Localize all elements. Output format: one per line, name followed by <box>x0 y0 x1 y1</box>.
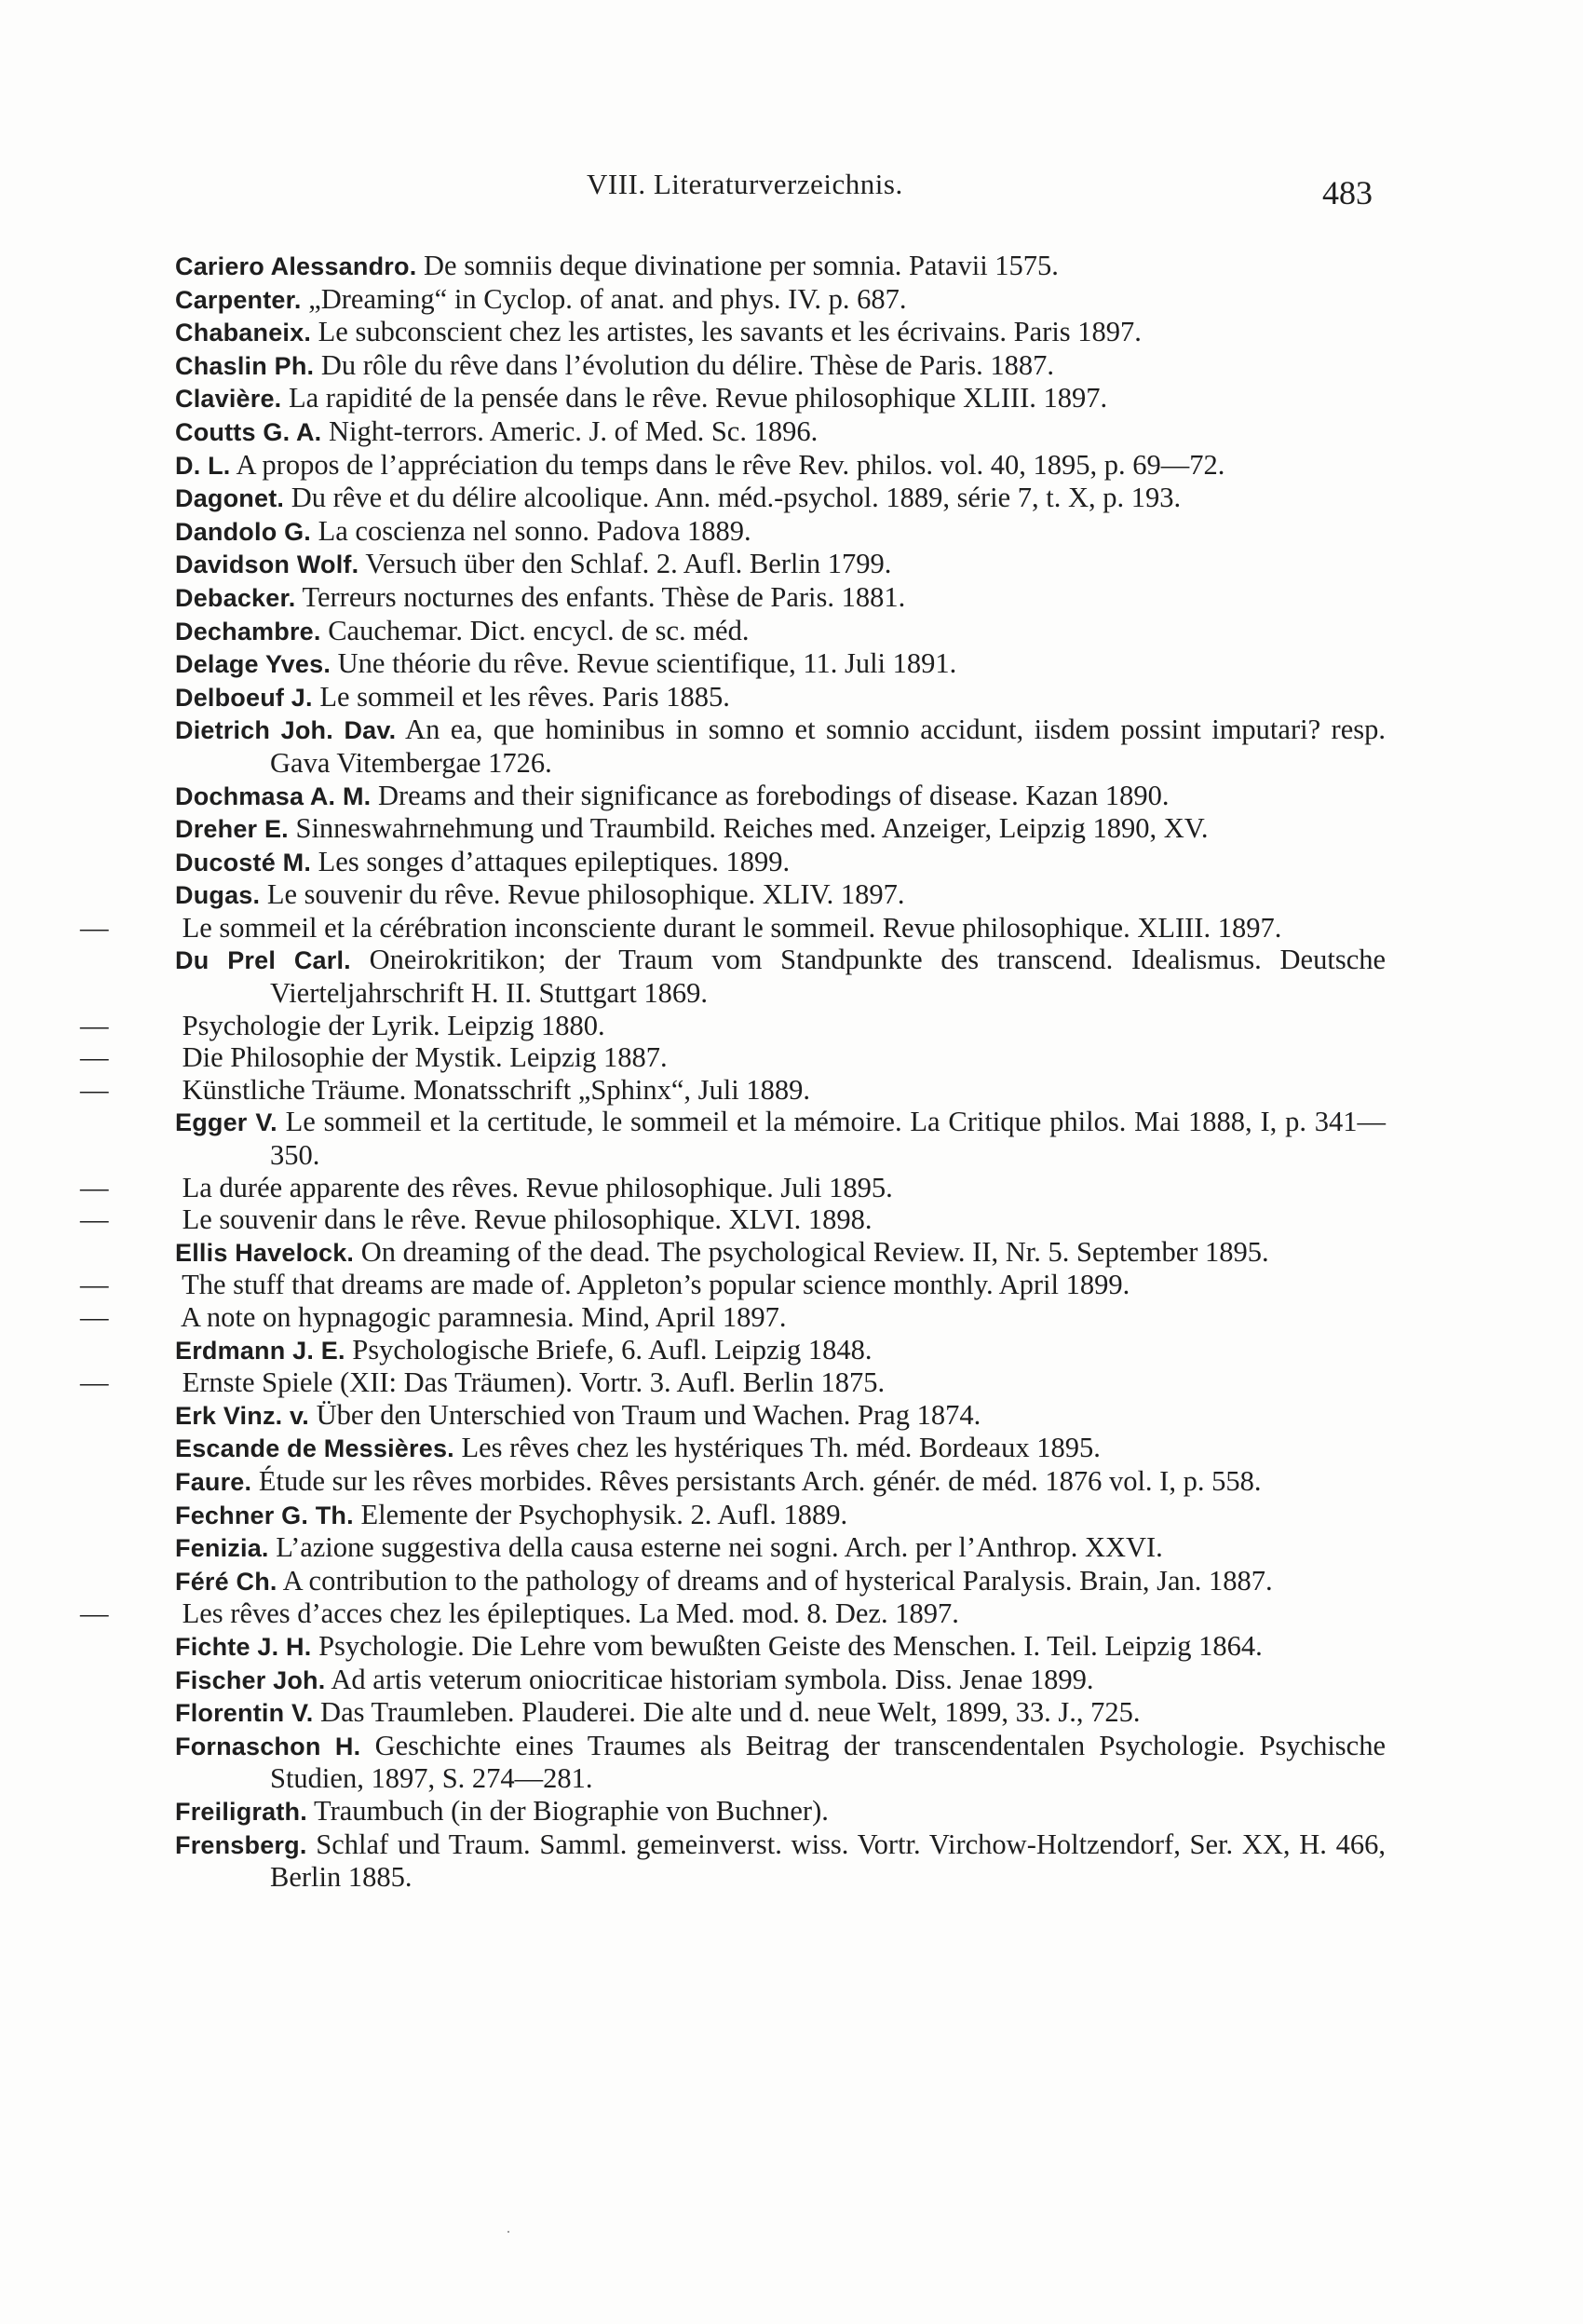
bibliography-entry <box>175 944 1386 1009</box>
bibliography-entry <box>175 1432 1386 1465</box>
print-speck <box>507 2231 509 2233</box>
entry-author: Dagonet. <box>175 484 285 513</box>
entry-text: Dreams and their significance as forebodings of disease. Kazan 1890. <box>377 779 1170 811</box>
entry-text: Die Philosophie der Mystik. Leipzig 1887. <box>182 1041 668 1074</box>
entry-author: Dietrich Joh. Dav. <box>175 716 397 745</box>
bibliography-entry <box>175 1795 1386 1828</box>
entry-text: A note on hypnagogic paramnesia. Mind, April 1897. <box>180 1301 787 1333</box>
entry-text: Psychologie der Lyrik. Leipzig 1880. <box>182 1009 605 1041</box>
bibliography-entry: — Le sommeil et la cérébration inconsciente durant le sommeil. Revue philosophique. XLIII. 1897. <box>80 911 1282 944</box>
bibliography-entry <box>175 1730 1386 1795</box>
bibliography-entry: — Le souvenir dans le rêve. Revue philosophique. XLVI. 1898. <box>80 1203 873 1236</box>
entry-text: Künstliche Träume. Monatsschrift „Sphinx“, Juli 1889. <box>182 1073 810 1106</box>
entry-author: Erdmann J. E. <box>175 1336 345 1365</box>
entry-text: Ernste Spiele (XII: Das Träumen). Vortr. 3. Aufl. Berlin 1875. <box>182 1366 886 1399</box>
entry-text: Le souvenir du rêve. Revue philosophique. XLIV. 1897. <box>266 878 905 911</box>
bibliography-entry <box>175 1531 1386 1565</box>
bibliography-entry <box>175 812 1386 846</box>
entry-author: Dochmasa A. M. <box>175 781 372 810</box>
entry-author: Clavière. <box>175 385 282 414</box>
bibliography-entry <box>175 1565 1386 1598</box>
bibliography-entry <box>175 1106 1386 1171</box>
entry-text: Sinneswahrnehmung und Traumbild. Reiches med. Anzeiger, Leipzig 1890, XV. <box>295 812 1209 845</box>
entry-text: A contribution to the pathology of dreams and of hysterical Paralysis. Brain, Jan. 1887. <box>282 1564 1273 1597</box>
entry-author: Ducosté M. <box>175 848 312 877</box>
bibliography-entry: — Künstliche Träume. Monatsschrift „Sphinx“, Juli 1889. <box>80 1073 810 1106</box>
entry-text: The stuff that dreams are made of. Appleton’s popular science monthly. April 1899. <box>182 1269 1130 1301</box>
entry-text: Elemente der Psychophysik. 2. Aufl. 1889. <box>360 1498 848 1530</box>
entry-author: Fechner G. Th. <box>175 1501 354 1529</box>
entry-text: A propos de l’appréciation du temps dans le rêve Rev. philos. vol. 40, 1895, p. 69—72. <box>236 448 1225 481</box>
running-title: VIII. Literaturverzeichnis. <box>587 168 903 200</box>
bibliography-entry <box>175 482 1386 515</box>
entry-author: Du Prel Carl. <box>175 946 351 975</box>
entry-text: Oneirokritikon; der Traum vom Standpunkte des transcend. Idealismus. Deutsche Vierteljahrschrift H. II. Stuttgart 1869. <box>270 944 1387 1010</box>
entry-author: Cariero Alessandro. <box>175 252 417 280</box>
bibliography-entry: — Ernste Spiele (XII: Das Träumen). Vortr. 3. Aufl. Berlin 1875. <box>80 1366 886 1399</box>
bibliography-entry <box>175 449 1386 482</box>
entry-author: Dugas. <box>175 881 261 910</box>
entry-text: L’azione suggestiva della causa esterne nei sogni. Arch. per l’Anthrop. XXVI. <box>276 1531 1163 1564</box>
entry-author: Frensberg. <box>175 1830 307 1859</box>
entry-author: Fenizia. <box>175 1534 269 1563</box>
entry-author: Escande de Messières. <box>175 1434 454 1463</box>
entry-text: Le sommeil et les rêves. Paris 1885. <box>319 680 730 713</box>
bibliography-entry: — A note on hypnagogic paramnesia. Mind, April 1897. <box>80 1301 787 1333</box>
entry-text: On dreaming of the dead. The psychological Review. II, Nr. 5. September 1895. <box>360 1235 1269 1268</box>
bibliography-entry <box>175 1696 1386 1730</box>
entry-text: Geschichte eines Traumes als Beitrag der transcendentalen Psychologie. Psychische Studien, 1897, S. 274—281. <box>270 1729 1386 1795</box>
entry-text: Les rêves chez les hystériques Th. méd. Bordeaux 1895. <box>461 1432 1101 1464</box>
entry-text: Über den Unterschied von Traum und Wachen. Prag 1874. <box>316 1398 981 1431</box>
bibliography-entry <box>175 548 1386 581</box>
bibliography-entry <box>175 1465 1386 1499</box>
bibliography-entry: — La durée apparente des rêves. Revue philosophique. Juli 1895. <box>80 1171 893 1203</box>
entry-text: „Dreaming“ in Cyclop. of anat. and phys. IV. p. 687. <box>308 282 907 315</box>
entry-author: Ellis Havelock. <box>175 1238 355 1267</box>
bibliography-entry <box>175 250 1386 283</box>
entry-author: Chaslin Ph. <box>175 351 315 380</box>
entry-text: An ea, que hominibus in somno et somnio accidunt, iisdem possint imputari? resp. Gava Vitembergae 1726. <box>270 714 1386 779</box>
entry-text: Cauchemar. Dict. encycl. de sc. méd. <box>328 614 750 646</box>
bibliography-entry <box>175 615 1386 648</box>
entry-author: Davidson Wolf. <box>175 550 359 579</box>
entry-text: Terreurs nocturnes des enfants. Thèse de Paris. 1881. <box>302 580 906 613</box>
bibliography-entry: — Psychologie der Lyrik. Leipzig 1880. <box>80 1009 605 1041</box>
bibliography-entry: — Les rêves d’acces chez les épileptiques. La Med. mod. 8. Dez. 1897. <box>80 1597 959 1630</box>
bibliography-entry <box>175 316 1386 349</box>
entry-text: Night-terrors. Americ. J. of Med. Sc. 1896. <box>329 415 819 447</box>
entry-author: Egger V. <box>175 1108 277 1137</box>
entry-text: Das Traumleben. Plauderei. Die alte und d. neue Welt, 1899, 33. J., 725. <box>320 1696 1141 1729</box>
bibliography-entry <box>175 1334 1386 1367</box>
entry-text: Traumbuch (in der Biographie von Buchner). <box>314 1794 829 1827</box>
entry-author: Dandolo G. <box>175 517 311 546</box>
bibliography-entry <box>175 780 1386 813</box>
entry-author: Fornaschon H. <box>175 1732 361 1760</box>
entry-text: Les rêves d’acces chez les épileptiques. La Med. mod. 8. Dez. 1897. <box>182 1597 959 1630</box>
bibliography-entry <box>175 283 1386 317</box>
entry-author: D. L. <box>175 451 231 480</box>
entry-author: Erk Vinz. v. <box>175 1401 309 1430</box>
entry-author: Debacker. <box>175 583 296 612</box>
entry-text: Du rêve et du délire alcoolique. Ann. méd.-psychol. 1889, série 7, t. X, p. 193. <box>291 482 1182 514</box>
bibliography-entry <box>175 515 1386 549</box>
entry-text: La durée apparente des rêves. Revue philosophique. Juli 1895. <box>182 1171 893 1203</box>
entry-text: Étude sur les rêves morbides. Rêves persistants Arch. génér. de méd. 1876 vol. I, p. 558. <box>258 1464 1262 1497</box>
bibliography-entry <box>175 581 1386 615</box>
entry-text: Psychologie. Die Lehre vom bewußten Geiste des Menschen. I. Teil. Leipzig 1864. <box>318 1629 1263 1662</box>
bibliography-list <box>80 250 1387 1894</box>
entry-text: Les songes d’attaques epileptiques. 1899. <box>318 845 791 877</box>
bibliography-entry: — Die Philosophie der Mystik. Leipzig 1887. <box>80 1041 668 1074</box>
bibliography-entry <box>175 714 1386 779</box>
entry-text: Du rôle du rêve dans l’évolution du délire. Thèse de Paris. 1887. <box>320 348 1055 381</box>
bibliography-entry <box>175 681 1386 714</box>
bibliography-entry <box>175 1236 1386 1270</box>
bibliography-entry: — The stuff that dreams are made of. Appleton’s popular science monthly. April 1899. <box>80 1269 1130 1301</box>
entry-author: Fichte J. H. <box>175 1632 312 1661</box>
entry-text: La rapidité de la pensée dans le rêve. Revue philosophique XLIII. 1897. <box>289 382 1108 415</box>
bibliography-entry <box>175 1399 1386 1433</box>
entry-author: Chabaneix. <box>175 319 312 347</box>
entry-author: Faure. <box>175 1467 252 1496</box>
entry-author: Féré Ch. <box>175 1567 277 1596</box>
entry-author: Freiligrath. <box>175 1797 307 1826</box>
entry-text: Le sommeil et la certitude, le sommeil et la mémoire. La Critique philos. Mai 1888, I, p. 341—350. <box>270 1106 1387 1172</box>
bibliography-entry <box>175 1630 1386 1664</box>
entry-text: Le sommeil et la cérébration inconsciente durant le sommeil. Revue philosophique. XLIII. 1897. <box>182 911 1282 944</box>
bibliography-entry <box>175 415 1386 449</box>
bibliography-entry <box>175 846 1386 879</box>
entry-text: Le souvenir dans le rêve. Revue philosophique. XLVI. 1898. <box>182 1203 873 1236</box>
bibliography-entry <box>175 647 1386 681</box>
entry-author: Fischer Joh. <box>175 1665 326 1694</box>
entry-text: Schlaf und Traum. Samml. gemeinverst. wiss. Vortr. Virchow-Holtzendorf, Ser. XX, H. 466, Berlin 1885. <box>270 1828 1386 1894</box>
entry-author: Florentin V. <box>175 1699 314 1728</box>
bibliography-entry <box>175 878 1386 912</box>
entry-text: De somniis deque divinatione per somnia. Patavii 1575. <box>424 250 1059 281</box>
bibliography-entry <box>175 382 1386 415</box>
bibliography-entry <box>175 1664 1386 1697</box>
entry-author: Coutts G. A. <box>175 417 322 446</box>
entry-text: Une théorie du rêve. Revue scientifique, 11. Juli 1891. <box>337 647 957 680</box>
entry-text: Ad artis veterum oniocriticae historiam symbola. Diss. Jenae 1899. <box>331 1663 1094 1695</box>
entry-author: Delage Yves. <box>175 650 331 679</box>
entry-author: Carpenter. <box>175 285 302 314</box>
bibliography-entry <box>175 1828 1386 1894</box>
entry-author: Dechambre. <box>175 617 321 646</box>
entry-author: Delboeuf J. <box>175 683 313 712</box>
entry-text: Le subconscient chez les artistes, les savants et les écrivains. Paris 1897. <box>318 316 1142 348</box>
page-number: 483 <box>1322 174 1373 211</box>
entry-author: Dreher E. <box>175 815 289 844</box>
entry-text: La coscienza nel sonno. Padova 1889. <box>318 514 751 547</box>
entry-text: Psychologische Briefe, 6. Aufl. Leipzig 1848. <box>352 1333 873 1366</box>
bibliography-entry <box>175 1499 1386 1532</box>
bibliography-entry <box>175 349 1386 383</box>
entry-text: Versuch über den Schlaf. 2. Aufl. Berlin 1799. <box>365 548 892 580</box>
